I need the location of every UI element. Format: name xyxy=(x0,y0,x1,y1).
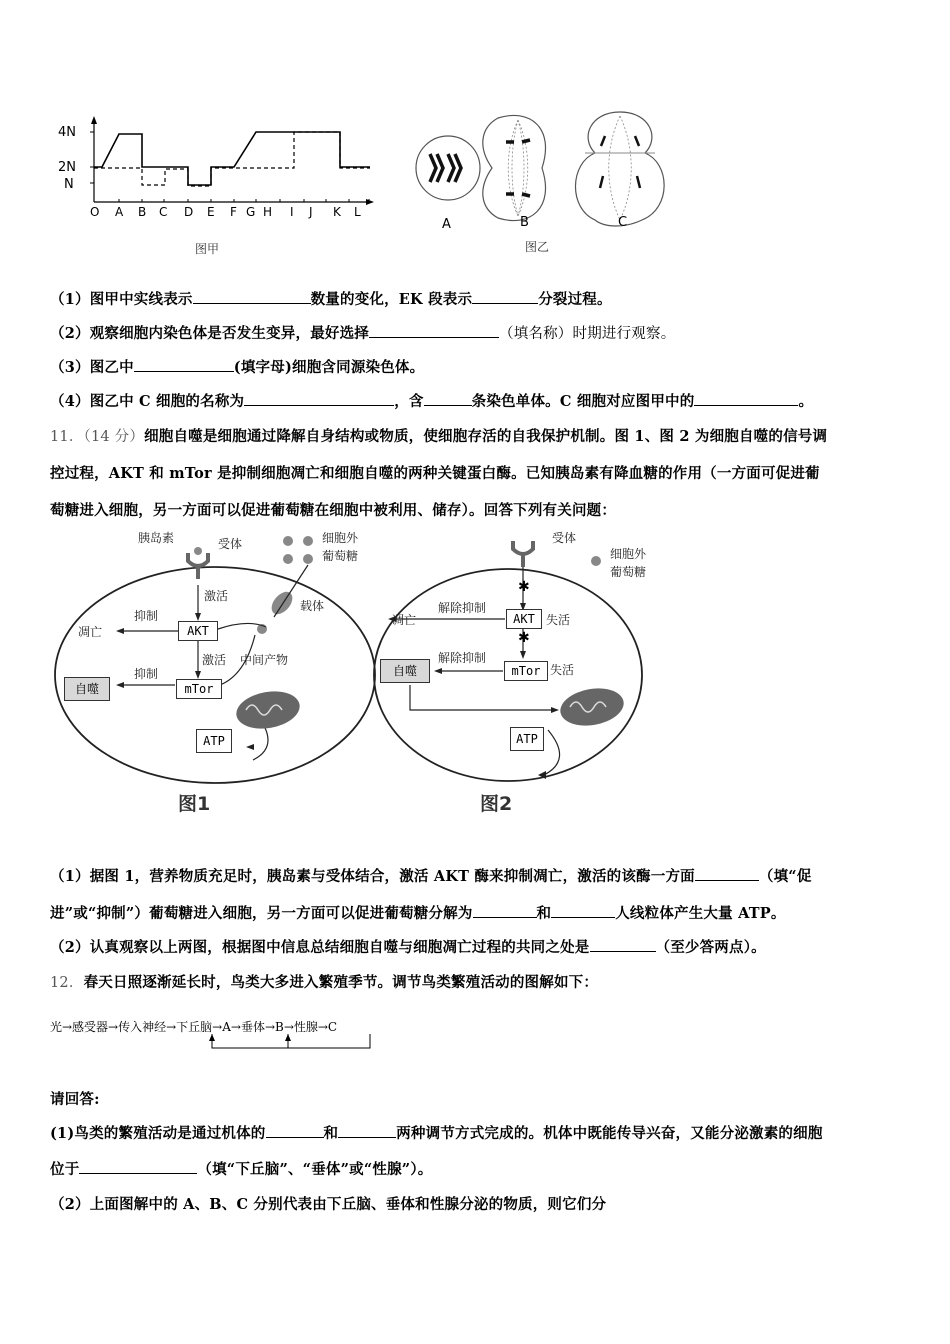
label-release: 解除抑制 xyxy=(438,601,487,615)
solid-line xyxy=(94,132,370,185)
label-release: 解除抑制 xyxy=(438,651,487,665)
q11-intro-2: 控过程，AKT 和 mTor 是抑制细胞凋亡和细胞自噬的两种关键蛋白酶。已知胰岛素有降血糖的作用（一方面可促进葡 xyxy=(50,465,820,482)
label-inhibit: 抑制 xyxy=(134,667,159,681)
mtor-box: mTor xyxy=(504,661,548,681)
q11-p1-line1: （1）据图 1，营养物质充足时，胰岛素与受体结合，激活 AKT 酶来抑制凋亡，激活的该酶一方面 （填“促 xyxy=(50,868,812,885)
x-axis-arrow xyxy=(366,199,374,205)
answer-blank[interactable] xyxy=(694,391,798,406)
label-receptor: 受体 xyxy=(218,537,243,551)
answer-blank[interactable] xyxy=(266,1123,324,1138)
mitochondrion-icon xyxy=(233,687,302,734)
graph-jia-caption: 图甲 xyxy=(195,242,220,256)
y-axis-arrow xyxy=(91,116,97,124)
mtor-box: mTor xyxy=(176,679,222,699)
x-label: B xyxy=(138,205,147,219)
block-mark: ✱ xyxy=(518,630,530,646)
graph-yi xyxy=(410,108,680,260)
receptor-icon xyxy=(513,541,533,567)
label-inactive: 失活 xyxy=(550,663,575,677)
x-label: O xyxy=(90,205,100,219)
answer-blank[interactable] xyxy=(551,903,615,918)
answer-blank[interactable] xyxy=(193,289,311,304)
answer-blank[interactable] xyxy=(695,866,759,881)
label-activate: 激活 xyxy=(202,653,227,667)
cell-b xyxy=(483,115,546,220)
cell-a xyxy=(416,136,480,200)
answer-blank[interactable] xyxy=(472,289,538,304)
q11-intro-1: 11．（14 分）细胞自噬是细胞通过降解自身结构或物质，使细胞存活的自我保护机制。图 1、图 2 为细胞自噬的信号调 xyxy=(50,428,828,445)
cell-label: A xyxy=(442,217,451,228)
x-label: L xyxy=(354,205,361,219)
label-intermediate: 中间产物 xyxy=(240,653,289,667)
q10-p2: （2）观察细胞内染色体是否发生变异，最好选择 （填名称）时期进行观察。 xyxy=(50,325,676,342)
figure-2 xyxy=(370,525,670,825)
q12-p1-line1: (1)鸟类的繁殖活动是通过机体的 和 两种调节方式完成的。机体中既能传导兴奋，又能分泌激素的细胞 xyxy=(50,1125,823,1142)
graph-yi-svg xyxy=(410,108,680,228)
akt-box: AKT xyxy=(506,609,542,629)
label-apoptosis: 凋亡 xyxy=(392,613,417,627)
x-label: A xyxy=(115,205,124,219)
q11-intro-3: 萄糖进入细胞，另一方面可以促进葡萄糖在细胞中被利用、储存）。回答下列有关问题： xyxy=(50,502,617,519)
atp-box: ATP xyxy=(510,727,544,751)
label-glucose-1: 细胞外 xyxy=(322,531,359,545)
graph-jia-svg xyxy=(50,110,380,225)
dashed-line xyxy=(94,132,370,186)
label-activate: 激活 xyxy=(204,589,229,603)
answer-blank[interactable] xyxy=(244,391,394,406)
figure-1-caption: 图1 xyxy=(178,793,211,815)
q12-intro: 12．春天日照逐渐延长时，鸟类大多进入繁殖季节。调节鸟类繁殖活动的图解如下： xyxy=(50,974,599,991)
feedback-arrows xyxy=(200,1034,380,1054)
atp-box: ATP xyxy=(196,729,232,753)
label-glucose-2: 葡萄糖 xyxy=(322,549,359,563)
y-label-4n: 4N xyxy=(58,125,76,140)
y-label-2n: 2N xyxy=(58,160,76,175)
regulation-flow: 光→感受器→传入神经→下丘脑→A→垂体→B→性腺→C xyxy=(50,1020,338,1034)
label-glucose-1: 细胞外 xyxy=(610,547,647,561)
x-label: F xyxy=(230,205,237,219)
label-apoptosis: 凋亡 xyxy=(78,625,103,639)
answer-label: 请回答: xyxy=(50,1091,100,1108)
label-receptor: 受体 xyxy=(552,531,577,545)
q10-p1: （1）图甲中实线表示 数量的变化，EK 段表示 分裂过程。 xyxy=(50,291,612,308)
cell-label: C xyxy=(618,215,628,228)
autophagy-box: 自噬 xyxy=(64,677,110,701)
answer-blank[interactable] xyxy=(424,391,472,406)
answer-blank[interactable] xyxy=(590,937,656,952)
x-label: I xyxy=(290,205,294,219)
graph-yi-caption: 图乙 xyxy=(525,240,550,254)
carrier-icon xyxy=(268,588,297,618)
label-insulin: 胰岛素 xyxy=(138,531,175,545)
label-inhibit: 抑制 xyxy=(134,609,159,623)
figure-1 xyxy=(50,525,380,825)
q12-p1-line2: 位于 （填“下丘脑”、“垂体”或“性腺”）。 xyxy=(50,1161,433,1178)
autophagy-box: 自噬 xyxy=(380,659,430,683)
q12-p2: （2）上面图解中的 A、B、C 分别代表由下丘脑、垂体和性腺分泌的物质，则它们分 xyxy=(50,1196,607,1213)
x-label: J xyxy=(309,205,313,219)
answer-blank[interactable] xyxy=(79,1159,197,1174)
figure-2-caption: 图2 xyxy=(480,793,513,815)
akt-box: AKT xyxy=(178,621,218,641)
q11-p2: （2）认真观察以上两图，根据图中信息总结细胞自噬与细胞凋亡过程的共同之处是 （至少答两点）。 xyxy=(50,939,766,956)
answer-blank[interactable] xyxy=(369,323,499,338)
label-inactive: 失活 xyxy=(546,613,571,627)
answer-blank[interactable] xyxy=(473,903,537,918)
question-number: 12． xyxy=(50,975,84,991)
cell-label: B xyxy=(520,215,529,228)
x-label: D xyxy=(184,205,194,219)
label-glucose-2: 葡萄糖 xyxy=(610,565,647,579)
label-carrier: 载体 xyxy=(300,599,325,613)
x-label: H xyxy=(263,205,273,219)
question-number: 11．（14 分） xyxy=(50,429,145,445)
q10-p3: （3）图乙中 (填字母)细胞含同源染色体。 xyxy=(50,359,425,376)
graph-jia xyxy=(50,110,380,260)
x-label: K xyxy=(333,205,341,219)
x-label: G xyxy=(246,205,256,219)
answer-blank[interactable] xyxy=(338,1123,396,1138)
mitochondrion-icon xyxy=(557,684,626,731)
x-label: E xyxy=(207,205,215,219)
q11-p1-line2: 进”或“抑制”）葡萄糖进入细胞，另一方面可以促进葡萄糖分解为 和 人线粒体产生大量 ATP。 xyxy=(50,905,786,922)
receptor-icon xyxy=(188,553,208,579)
q10-p4: （4）图乙中 C 细胞的名称为 ，含 条染色单体。C 细胞对应图甲中的 。 xyxy=(50,393,814,410)
y-label-n: N xyxy=(64,177,74,192)
cell-c xyxy=(575,112,664,226)
x-label: C xyxy=(159,205,168,219)
answer-blank[interactable] xyxy=(134,357,234,372)
block-mark: ✱ xyxy=(518,579,530,595)
